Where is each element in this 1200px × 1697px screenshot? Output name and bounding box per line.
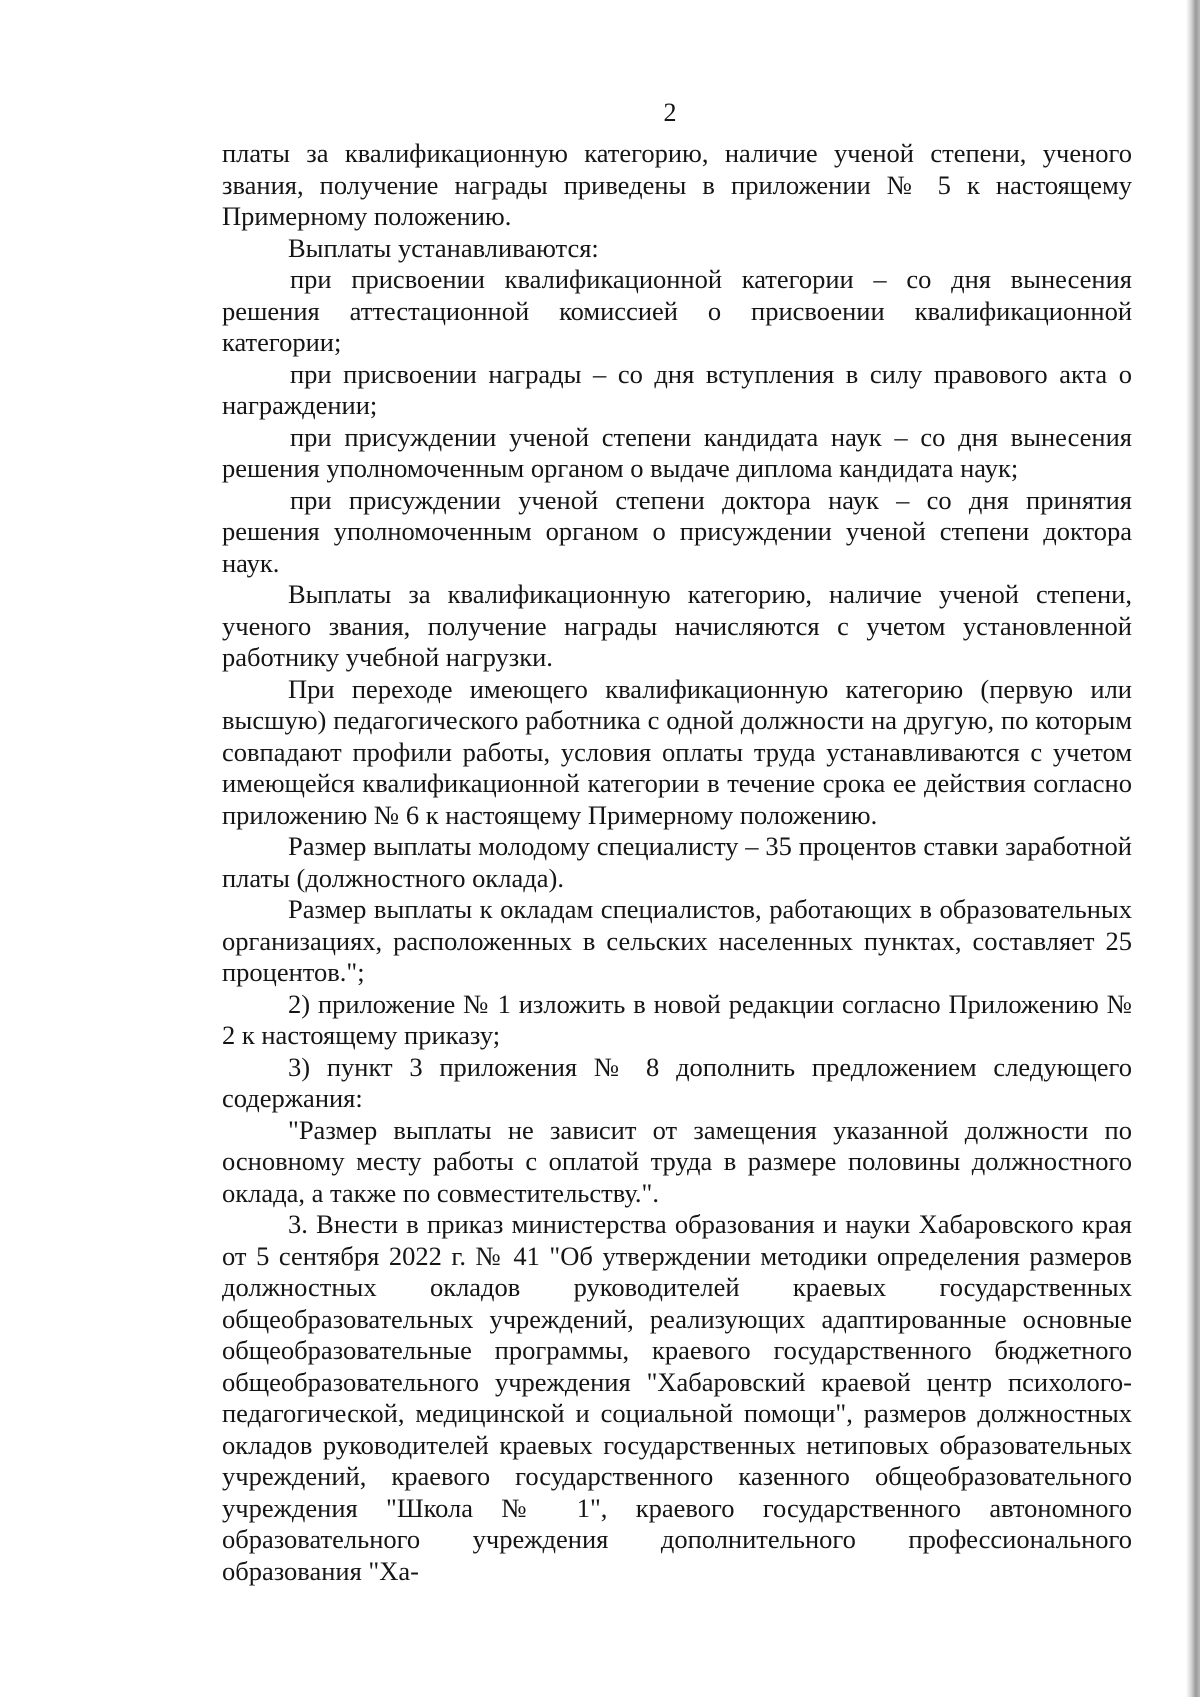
page-number: 2 [663,98,677,127]
paragraph: 2) приложение № 1 изложить в новой редакции согласно Приложению № 2 к настоящему приказу; [222,988,1132,1050]
paragraph: При переходе имеющего квалификационную категорию (первую или высшую) педагогического работника с одной должности на другую, по которым совпадают профили работы, условия оплаты труда устанавливаются с учетом имеющейся квалификационной категории в течение срока ее действия согласно приложению № 6 к настоящему Примерному положению. [222,673,1132,830]
paragraph: Размер выплаты к окладам специалистов, работающих в образовательных организациях, расположенных в сельских населенных пунктах, составляет 25 процентов."; [222,894,1132,987]
paragraph: платы за квалификационную категорию, наличие ученой степени, ученого звания, получение награды приведены в приложении № 5 к настоящему Примерному положению. [222,138,1132,231]
document-body [222,138,1132,1587]
scan-shadow-edge [1186,0,1200,1697]
paragraph: при присуждении ученой степени кандидата наук – со дня вынесения решения уполномоченным органом о выдаче диплома кандидата наук; [222,421,1132,483]
paragraph: Размер выплаты молодому специалисту – 35 процентов ставки заработной платы (должностного оклада). [222,831,1132,893]
paragraph: "Размер выплаты не зависит от замещения указанной должности по основному месту работы с оплатой труда в размере половины должностного оклада, а также по совместительству.". [222,1114,1132,1208]
paragraph: при присвоении награды – со дня вступления в силу правового акта о награждении; [222,358,1132,420]
paragraph: 3) пункт 3 приложения № 8 дополнить предложением следующего содержания: [222,1051,1132,1113]
paragraph: Выплаты за квалификационную категорию, наличие ученой степени, ученого звания, получение награды начисляются с учетом установленной работнику учебной нагрузки. [222,579,1132,672]
paragraph: 3. Внести в приказ министерства образования и науки Хабаровского края от 5 сентября 2022 г. № 41 "Об утверждении методики определения размеров должностных окладов руководителей краевых государственных общеобразовательных учреждений, реализующих адаптированные основные общеобразовательные программы, краевого государственного бюджетного общеобразовательного учреждения "Хабаровский краевой центр психолого-педагогической, медицинской и социальной помощи", размеров должностных окладов руководителей краевых государственных нетиповых образовательных учреждений, краевого государственного казенного общеобразовательного учреждения "Школа № 1", краевого государственного автономного образовательного учреждения дополнительного профессионального образования "Ха- [222,1209,1132,1586]
paragraph: Выплаты устанавливаются: [288,232,599,263]
paragraph: при присвоении квалификационной категории – со дня вынесения решения аттестационной комиссией о присвоении квалификационной категории; [222,264,1132,357]
paragraph: при присуждении ученой степени доктора наук – со дня принятия решения уполномоченным органом о присуждении ученой степени доктора наук. [222,484,1132,578]
